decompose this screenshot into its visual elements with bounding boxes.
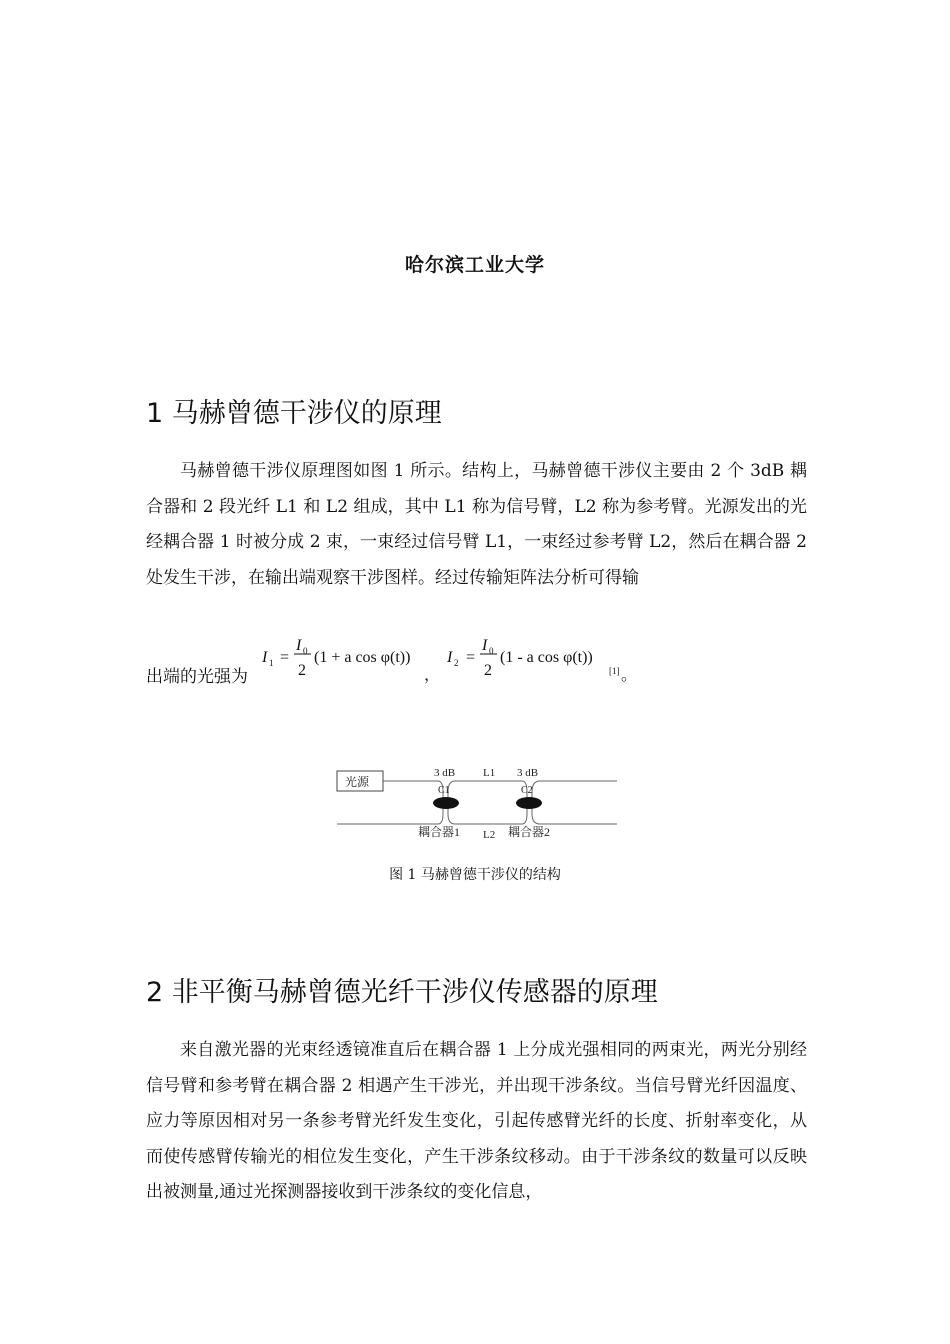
coupler2-shape <box>516 797 542 809</box>
section1-title: 1 马赫曾德干涉仪的原理 <box>146 398 442 429</box>
section1-paragraph: 马赫曾德干涉仪原理图如图 1 所示。结构上，马赫曾德干涉仪主要由 2 个 3dB 耦合器和 2 段光纤 L1 和 L2 组成，其中 L1 称为信号臂，L2 称为参考臂。光源发出的光经耦合器 1 时被分成 2 束，一束经过信号臂 L1，一束经过参考臂 L2，然后在耦合器 2 处发生干涉，在输出端观察干涉图样。经过传输矩阵法分析可得输 <box>146 461 807 588</box>
l1-label: L1 <box>483 767 496 779</box>
i2-symbol: I <box>447 649 453 666</box>
expr-1: (1 + a cos φ(t)) <box>314 649 411 666</box>
light-source-label: 光源 <box>345 775 370 789</box>
i1-sub: 1 <box>269 658 274 668</box>
i2-sub: 2 <box>454 658 459 668</box>
i0-num-1: I <box>296 637 302 654</box>
figure-1 <box>330 762 630 851</box>
c2-db-label: 3 dB <box>517 767 539 779</box>
c1-db-label: 3 dB <box>434 767 456 779</box>
formula-end: 。 <box>621 667 638 684</box>
formula-separator: ， <box>424 667 441 684</box>
i0-num-2: I <box>482 637 488 654</box>
coupler1-label: 耦合器1 <box>418 825 461 839</box>
figure-1-caption: 图 1 马赫曾德干涉仪的结构 <box>389 867 561 883</box>
section2-title: 2 非平衡马赫曾德光纤干涉仪传感器的原理 <box>146 977 658 1008</box>
university-header: 哈尔滨工业大学 <box>404 254 545 276</box>
c2-label: C2 <box>521 785 533 796</box>
coupler1-shape <box>433 797 459 809</box>
svg-text:0: 0 <box>303 646 308 656</box>
denom-2: 2 <box>484 662 492 679</box>
svg-text:0: 0 <box>489 646 494 656</box>
mach-zehnder-diagram <box>330 762 630 847</box>
denom-1: 2 <box>298 662 306 679</box>
intensity-formula <box>146 632 807 692</box>
formula-lead: 出端的光强为 <box>146 667 248 687</box>
section2-paragraph: 来自激光器的光束经透镜准直后在耦合器 1 上分成光强相同的两束光，两光分别经信号臂和参考臂在耦合器 2 相遇产生干涉光，并出现干涉条纹。当信号臂光纤因温度、应力等原因相对另一条参考臂光纤发生变化，引起传感臂光纤的长度、折射率变化，从而使传感臂传输光的相位发生变化，产生干涉条纹移动。由于干涉条纹的数量可以反映出被测量,通过光探测器接收到干涉条纹的变化信息， <box>146 1040 807 1202</box>
expr-2: (1 - a cos φ(t)) <box>500 649 593 666</box>
coupler2-label: 耦合器2 <box>508 825 551 839</box>
c1-label: C1 <box>438 785 450 796</box>
svg-text:=: = <box>466 649 476 666</box>
citation-1: [1] <box>609 666 620 676</box>
l2-label: L2 <box>483 829 496 841</box>
formula-line <box>146 632 807 692</box>
i1-symbol: I <box>262 649 268 666</box>
svg-text:=: = <box>280 649 290 666</box>
